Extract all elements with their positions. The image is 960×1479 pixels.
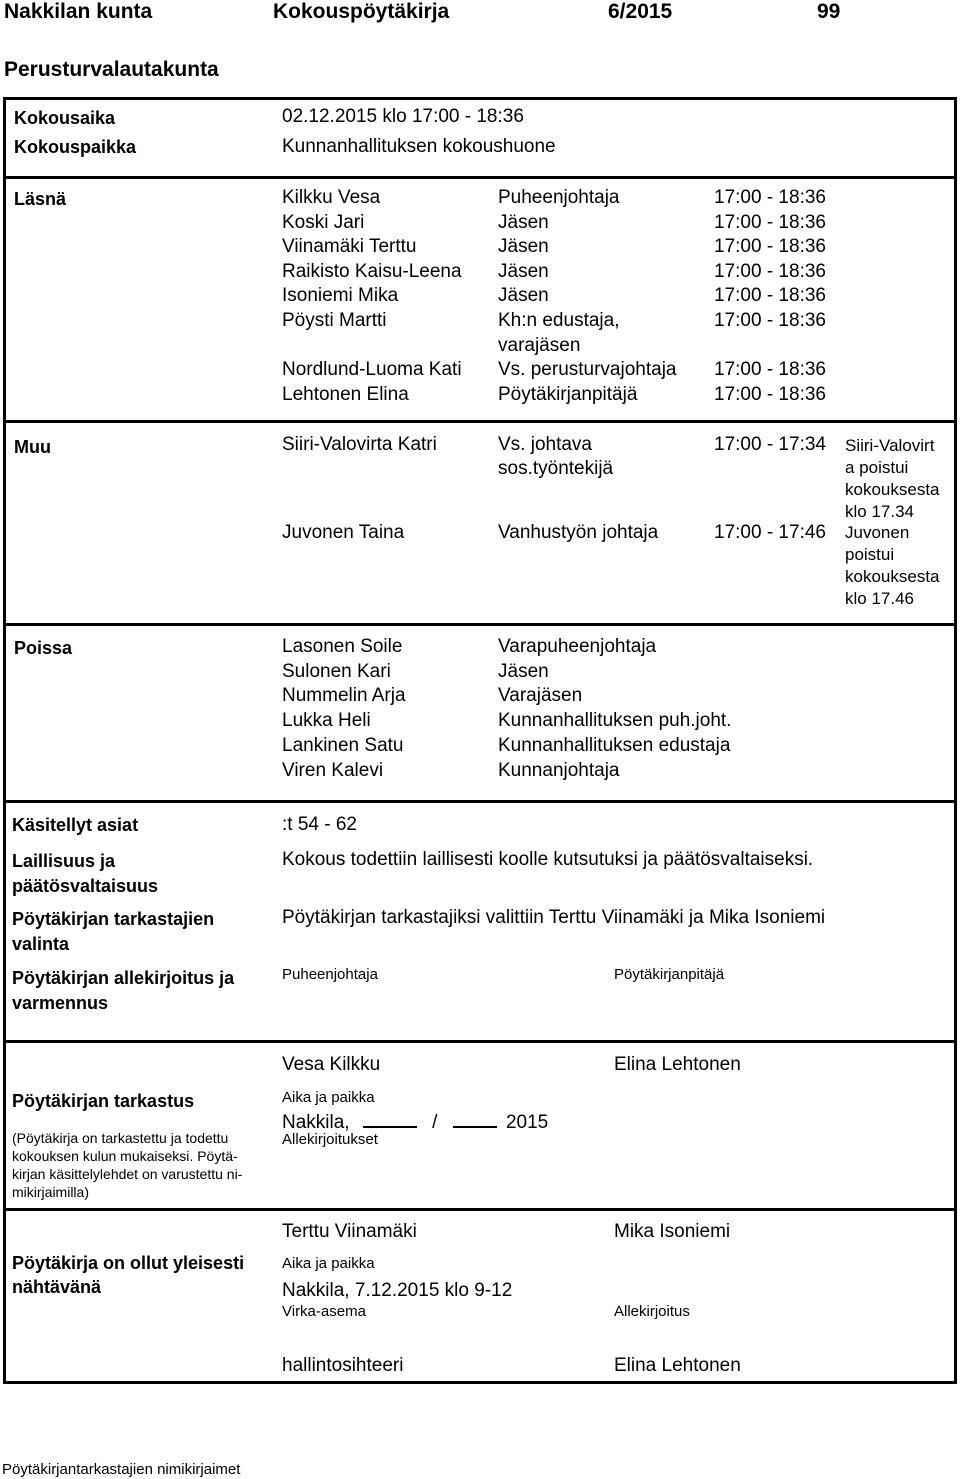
note-line: kokouksesta [845, 480, 940, 499]
label-line: nähtävänä [12, 1277, 102, 1297]
public-time-place-value: Nakkila, 7.12.2015 klo 9-12 [282, 1280, 513, 1301]
label-line: Pöytäkirjan tarkastajien [12, 909, 215, 929]
public-label [12, 1251, 244, 1299]
review-signer-1: Terttu Viinamäki [282, 1221, 417, 1242]
doc-type: Kokouspöytäkirja [273, 0, 450, 23]
absent-name: Lasonen Soile [282, 636, 403, 657]
matters-label: Käsitellyt asiat [12, 815, 139, 835]
other-name: Juvonen Taina [282, 522, 405, 543]
present-name: Viinamäki Terttu [282, 236, 417, 257]
label-line: Pöytäkirjan allekirjoitus ja [12, 968, 235, 988]
meeting-place-label: Kokouspaikka [14, 137, 137, 157]
other-role: Vanhustyön johtaja [498, 522, 659, 543]
other-time: 17:00 - 17:46 [714, 522, 826, 543]
note-line: kokouksesta [845, 567, 940, 586]
other-note [845, 435, 940, 523]
note-line: (Pöytäkirja on tarkastettu ja todettu [12, 1130, 229, 1146]
absent-label: Poissa [14, 638, 73, 658]
chair-name: Vesa Kilkku [282, 1054, 381, 1075]
matters-value: :t 54 - 62 [282, 814, 357, 835]
label-line: Pöytäkirja on ollut yleisesti [12, 1253, 245, 1273]
present-name: Raikisto Kaisu-Leena [282, 261, 462, 282]
other-time: 17:00 - 17:34 [714, 434, 826, 455]
present-time: 17:00 - 18:36 [714, 359, 826, 380]
divider [3, 800, 957, 803]
absent-role: Kunnanjohtaja [498, 760, 620, 781]
legality-value: Kokous todettiin laillisesti koolle kutsutuksi ja päätösvaltaiseksi. [282, 849, 814, 870]
absent-role: Varajäsen [498, 685, 583, 706]
review-slash: / [432, 1112, 438, 1133]
review-place: Nakkila, [282, 1112, 350, 1133]
committee-name: Perusturvalautakunta [4, 58, 219, 81]
label-line: päätösvaltaisuus [12, 876, 159, 896]
org-name: Nakkilan kunta [4, 0, 153, 23]
present-time: 17:00 - 18:36 [714, 261, 826, 282]
note-line: klo 17.46 [845, 589, 914, 608]
note-line: kokouksen kulun mukaiseksi. Pöytä- [12, 1148, 238, 1164]
meeting-time-value: 02.12.2015 klo 17:00 - 18:36 [282, 106, 524, 127]
review-time-place-label: Aika ja paikka [282, 1089, 375, 1106]
page-number: 99 [817, 0, 841, 23]
present-time: 17:00 - 18:36 [714, 285, 826, 306]
present-name: Pöysti Martti [282, 310, 387, 331]
note-line: mikirjaimilla) [12, 1184, 89, 1200]
inspectors-label [12, 907, 214, 957]
month-blank [453, 1108, 497, 1128]
absent-role: Jäsen [498, 661, 549, 682]
secretary-name: Elina Lehtonen [614, 1054, 741, 1075]
note-line: Siiri-Valovirt [845, 436, 935, 455]
present-name: Nordlund-Luoma Kati [282, 359, 462, 380]
absent-role: Varapuheenjohtaja [498, 636, 657, 657]
legality-label [12, 849, 158, 899]
public-signature-value: Elina Lehtonen [614, 1355, 741, 1376]
review-signer-2: Mika Isoniemi [614, 1221, 731, 1242]
secretary-title: Pöytäkirjanpitäjä [614, 966, 725, 983]
absent-name: Nummelin Arja [282, 685, 406, 706]
divider [3, 176, 957, 179]
present-time: 17:00 - 18:36 [714, 310, 826, 331]
divider [3, 420, 957, 423]
review-year: 2015 [505, 1112, 549, 1133]
divider [3, 623, 957, 626]
signing-label [12, 966, 234, 1016]
other-note [845, 522, 940, 610]
public-time-place-label: Aika ja paikka [282, 1255, 375, 1272]
note-line: poistui [845, 545, 895, 564]
review-signatures-label: Allekirjoitukset [282, 1131, 378, 1148]
chair-title: Puheenjohtaja [282, 966, 378, 983]
divider [3, 1208, 957, 1211]
absent-role: Kunnanhallituksen puh.joht. [498, 710, 732, 731]
meeting-place-value: Kunnanhallituksen kokoushuone [282, 136, 556, 157]
present-time: 17:00 - 18:36 [714, 236, 826, 257]
review-label: Pöytäkirjan tarkastus [12, 1091, 195, 1111]
public-position-value: hallintosihteeri [282, 1355, 404, 1376]
absent-name: Viren Kalevi [282, 760, 384, 781]
review-note [12, 1129, 242, 1201]
divider [3, 1040, 957, 1043]
present-role: Jäsen [498, 285, 549, 306]
present-time: 17:00 - 18:36 [714, 384, 826, 405]
label-line: varmennus [12, 993, 109, 1013]
other-role: Vs. johtava [498, 434, 592, 455]
present-role: Jäsen [498, 212, 549, 233]
doc-number: 6/2015 [608, 0, 673, 23]
footer-initials-label: Pöytäkirjantarkastajien nimikirjaimet [2, 1461, 241, 1478]
day-blank [363, 1108, 417, 1128]
inspectors-value: Pöytäkirjan tarkastajiksi valittiin Terttu Viinamäki ja Mika Isoniemi [282, 907, 826, 928]
other-role-cont: sos.työntekijä [498, 458, 614, 479]
present-time: 17:00 - 18:36 [714, 187, 826, 208]
present-name: Lehtonen Elina [282, 384, 409, 405]
meeting-time-label: Kokousaika [14, 108, 116, 128]
present-role: Jäsen [498, 261, 549, 282]
present-role: Vs. perusturvajohtaja [498, 359, 677, 380]
absent-name: Lankinen Satu [282, 735, 404, 756]
note-line: a poistui [845, 458, 909, 477]
absent-name: Lukka Heli [282, 710, 371, 731]
note-line: klo 17.34 [845, 502, 914, 521]
note-line: kirjan käsittelylehdet on varustettu ni- [12, 1166, 243, 1182]
present-role: Pöytäkirjanpitäjä [498, 384, 638, 405]
absent-name: Sulonen Kari [282, 661, 391, 682]
label-line: Laillisuus ja [12, 851, 116, 871]
present-name: Kilkku Vesa [282, 187, 381, 208]
note-line: Juvonen [845, 523, 910, 542]
present-name: Isoniemi Mika [282, 285, 399, 306]
other-label: Muu [14, 437, 51, 457]
present-name: Koski Jari [282, 212, 365, 233]
other-name: Siiri-Valovirta Katri [282, 434, 437, 455]
present-role: Puheenjohtaja [498, 187, 620, 208]
absent-role: Kunnanhallituksen edustaja [498, 735, 731, 756]
public-position-label: Virka-asema [282, 1303, 366, 1320]
label-line: valinta [12, 934, 70, 954]
present-role-cont: varajäsen [498, 335, 581, 356]
present-label: Läsnä [14, 189, 67, 209]
present-time: 17:00 - 18:36 [714, 212, 826, 233]
public-signature-label: Allekirjoitus [614, 1303, 690, 1320]
present-role: Kh:n edustaja, [498, 310, 620, 331]
present-role: Jäsen [498, 236, 549, 257]
